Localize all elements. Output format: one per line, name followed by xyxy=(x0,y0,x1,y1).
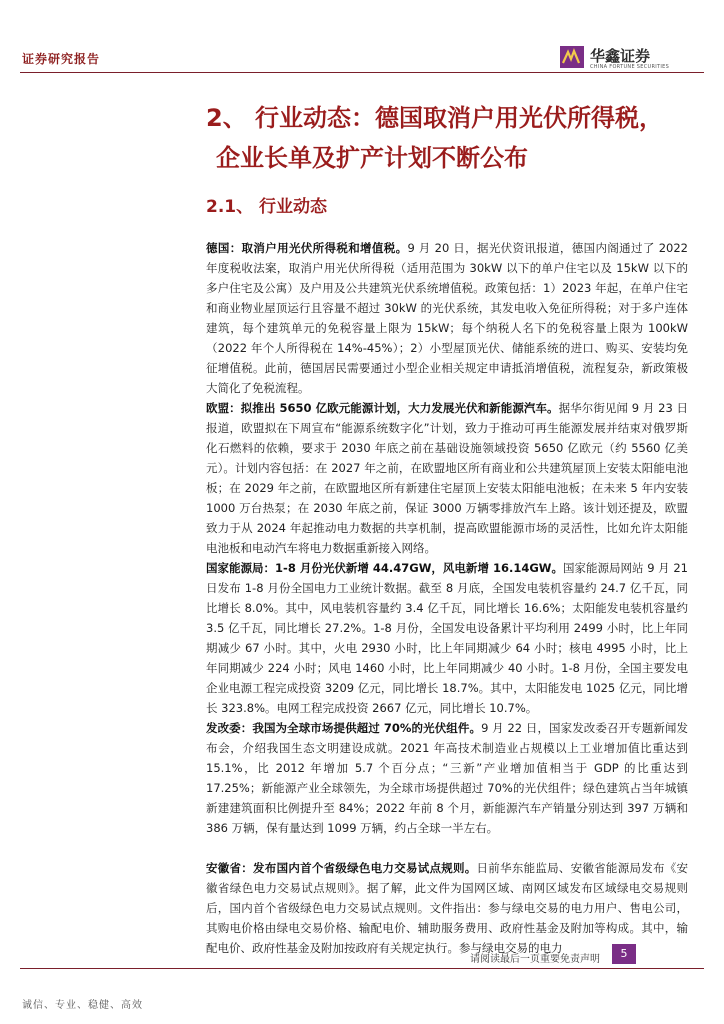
paragraph-lead: 德国：取消户用光伏所得税和增值税。 xyxy=(206,241,408,255)
paragraph-nea xyxy=(206,558,688,718)
page-header xyxy=(0,0,724,80)
footer-divider xyxy=(20,968,704,969)
subsection-heading: 2.1、 行业动态 xyxy=(206,197,328,217)
section-heading-line2: 企业长单及扩产计划不断公布 xyxy=(216,144,528,172)
paragraph-body: 国家能源局网站 9 月 21 日发布 1-8 月份全国电力工业统计数据。截至 8 月底，全国发电装机容量约 24.7 亿千瓦，同比增长 8.0%。其中，风电装机容量约 3.4 亿千瓦，同比增长 16.6%；太阳能发电装机容量约 3.5 亿千瓦，同比增长 27.2%。1-8 月份，全国发电设备累计平均利用 2499 小时，比上年同期减少 67 小时。其中，火电 2930 小时，比上年同期减少 64 小时；核电 4995 小时，比上年同期减少 224 小时；风电 1460 小时，比上年同期减少 40 小时。1-8 月份，全国主要发电企业电源工程完成投资 3209 亿元，同比增长 18.7%。其中，太阳能发电 1025 亿元，同比增长 323.8%。电网工程完成投资 2667 亿元，同比增长 10.7%。 xyxy=(206,561,688,715)
report-type-label: 证券研究报告 xyxy=(22,52,101,66)
paragraph-lead: 国家能源局：1-8 月份光伏新增 44.47GW，风电新增 16.14GW。 xyxy=(206,561,563,575)
disclaimer-note: 请阅读最后一页重要免责声明 xyxy=(470,954,600,965)
footer-slogan: 诚信、专业、稳健、高效 xyxy=(22,1000,143,1011)
paragraph-body: 日前华东能监局、安徽省能源局发布《安徽省绿色电力交易试点规则》。据了解，此文件为国网区域、南网区域发布区域绿电交易规则后，国内首个省级绿色电力交易试点规则。文件指出：参与绿电交易的电力用户、售电公司，其购电价格由绿电交易价格、输配电价、辅助服务费用、政府性基金及附加等构成。其中，输配电价、政府性基金及附加按政府有关规定执行。参与绿电交易的电力 xyxy=(206,861,689,955)
page-number: 5 xyxy=(612,944,636,964)
paragraph-body: 9 月 22 日，国家发改委召开专题新闻发布会，介绍我国生态文明建设成就。2021 年高技术制造业占规模以上工业增加值比重达到 15.1%，比 2012 年增加 5.7 个百分点；“三新”产业增加值相当于 GDP 的比重达到 17.25%；新能源产业全球领先，为全球市场提供超过 70%的光伏组件；绿色建筑占当年城镇新建建筑面积比例提升至 84%；2022 年前 8 个月，新能源汽车产销量分别达到 397 万辆和 386 万辆，保有量达到 1099 万辆，约占全球一半左右。 xyxy=(206,721,689,835)
paragraph-body: 9 月 20 日，据光伏资讯报道，德国内阁通过了 2022 年度税收法案，取消户用光伏所得税（适用范围为 30kW 以下的单户住宅以及 15kW 以下的多户住宅及公寓）及户用及公共建筑光伏系统增值税。政策包括：1）2023 年起，在单户住宅和商业物业屋顶运行且容量不超过 30kW 的光伏系统，其发电收入免征所得税；对于多户连体建筑，每个建筑单元的免税容量上限为 15kW；每个纳税人名下的免税容量上限为 100kW（2022 年个人所得税在 14%-45%）；2）小型屋顶光伏、储能系统的进口、购买、安装均免征增值税。此前，德国居民需要通过小型企业相关规定申请抵消增值税，流程复杂，新政策极大简化了免税流程。 xyxy=(206,241,688,395)
header-divider xyxy=(20,72,704,73)
logo-mark-icon xyxy=(560,46,584,68)
paragraph-lead: 安徽省：发布国内首个省级绿色电力交易试点规则。 xyxy=(206,861,477,875)
section-heading-line1: 2、 行业动态：德国取消户用光伏所得税， xyxy=(206,104,664,132)
paragraph-ndrc xyxy=(206,718,688,838)
paragraph-lead: 欧盟：拟推出 5650 亿欧元能源计划，大力发展光伏和新能源汽车。 xyxy=(206,401,559,415)
paragraph-anhui xyxy=(206,858,688,958)
company-logo xyxy=(560,44,700,74)
logo-text: 华鑫证券 xyxy=(590,47,651,65)
paragraph-eu xyxy=(206,398,688,558)
paragraph-germany xyxy=(206,238,688,398)
paragraph-body: 据华尔街见闻 9 月 23 日报道，欧盟拟在下周宣布“能源系统数字化”计划，致力于推动可再生能源发展并结束对俄罗斯化石燃料的依赖，要求于 2030 年底之前在基础设施领域投资 5650 亿欧元（约 5560 亿美元）。计划内容包括：在 2027 年之前，在欧盟地区所有商业和公共建筑屋顶上安装太阳能电池板；在 2029 年之前，在欧盟地区所有新建住宅屋顶上安装太阳能电池板；在未来 5 年内安装 1000 万台热泵；在 2030 年底之前，保证 3000 万辆零排放汽车上路。该计划还提及，欧盟致力于从 2024 年起推动电力数据的共享机制，提高欧盟能源市场的灵活性，比如允许太阳能电池板和电动汽车将电力数据重新接入网络。 xyxy=(206,401,688,555)
paragraph-lead: 发改委：我国为全球市场提供超过 70%的光伏组件。 xyxy=(206,721,482,735)
logo-subtext: CHINA FORTUNE SECURITIES xyxy=(590,64,670,70)
